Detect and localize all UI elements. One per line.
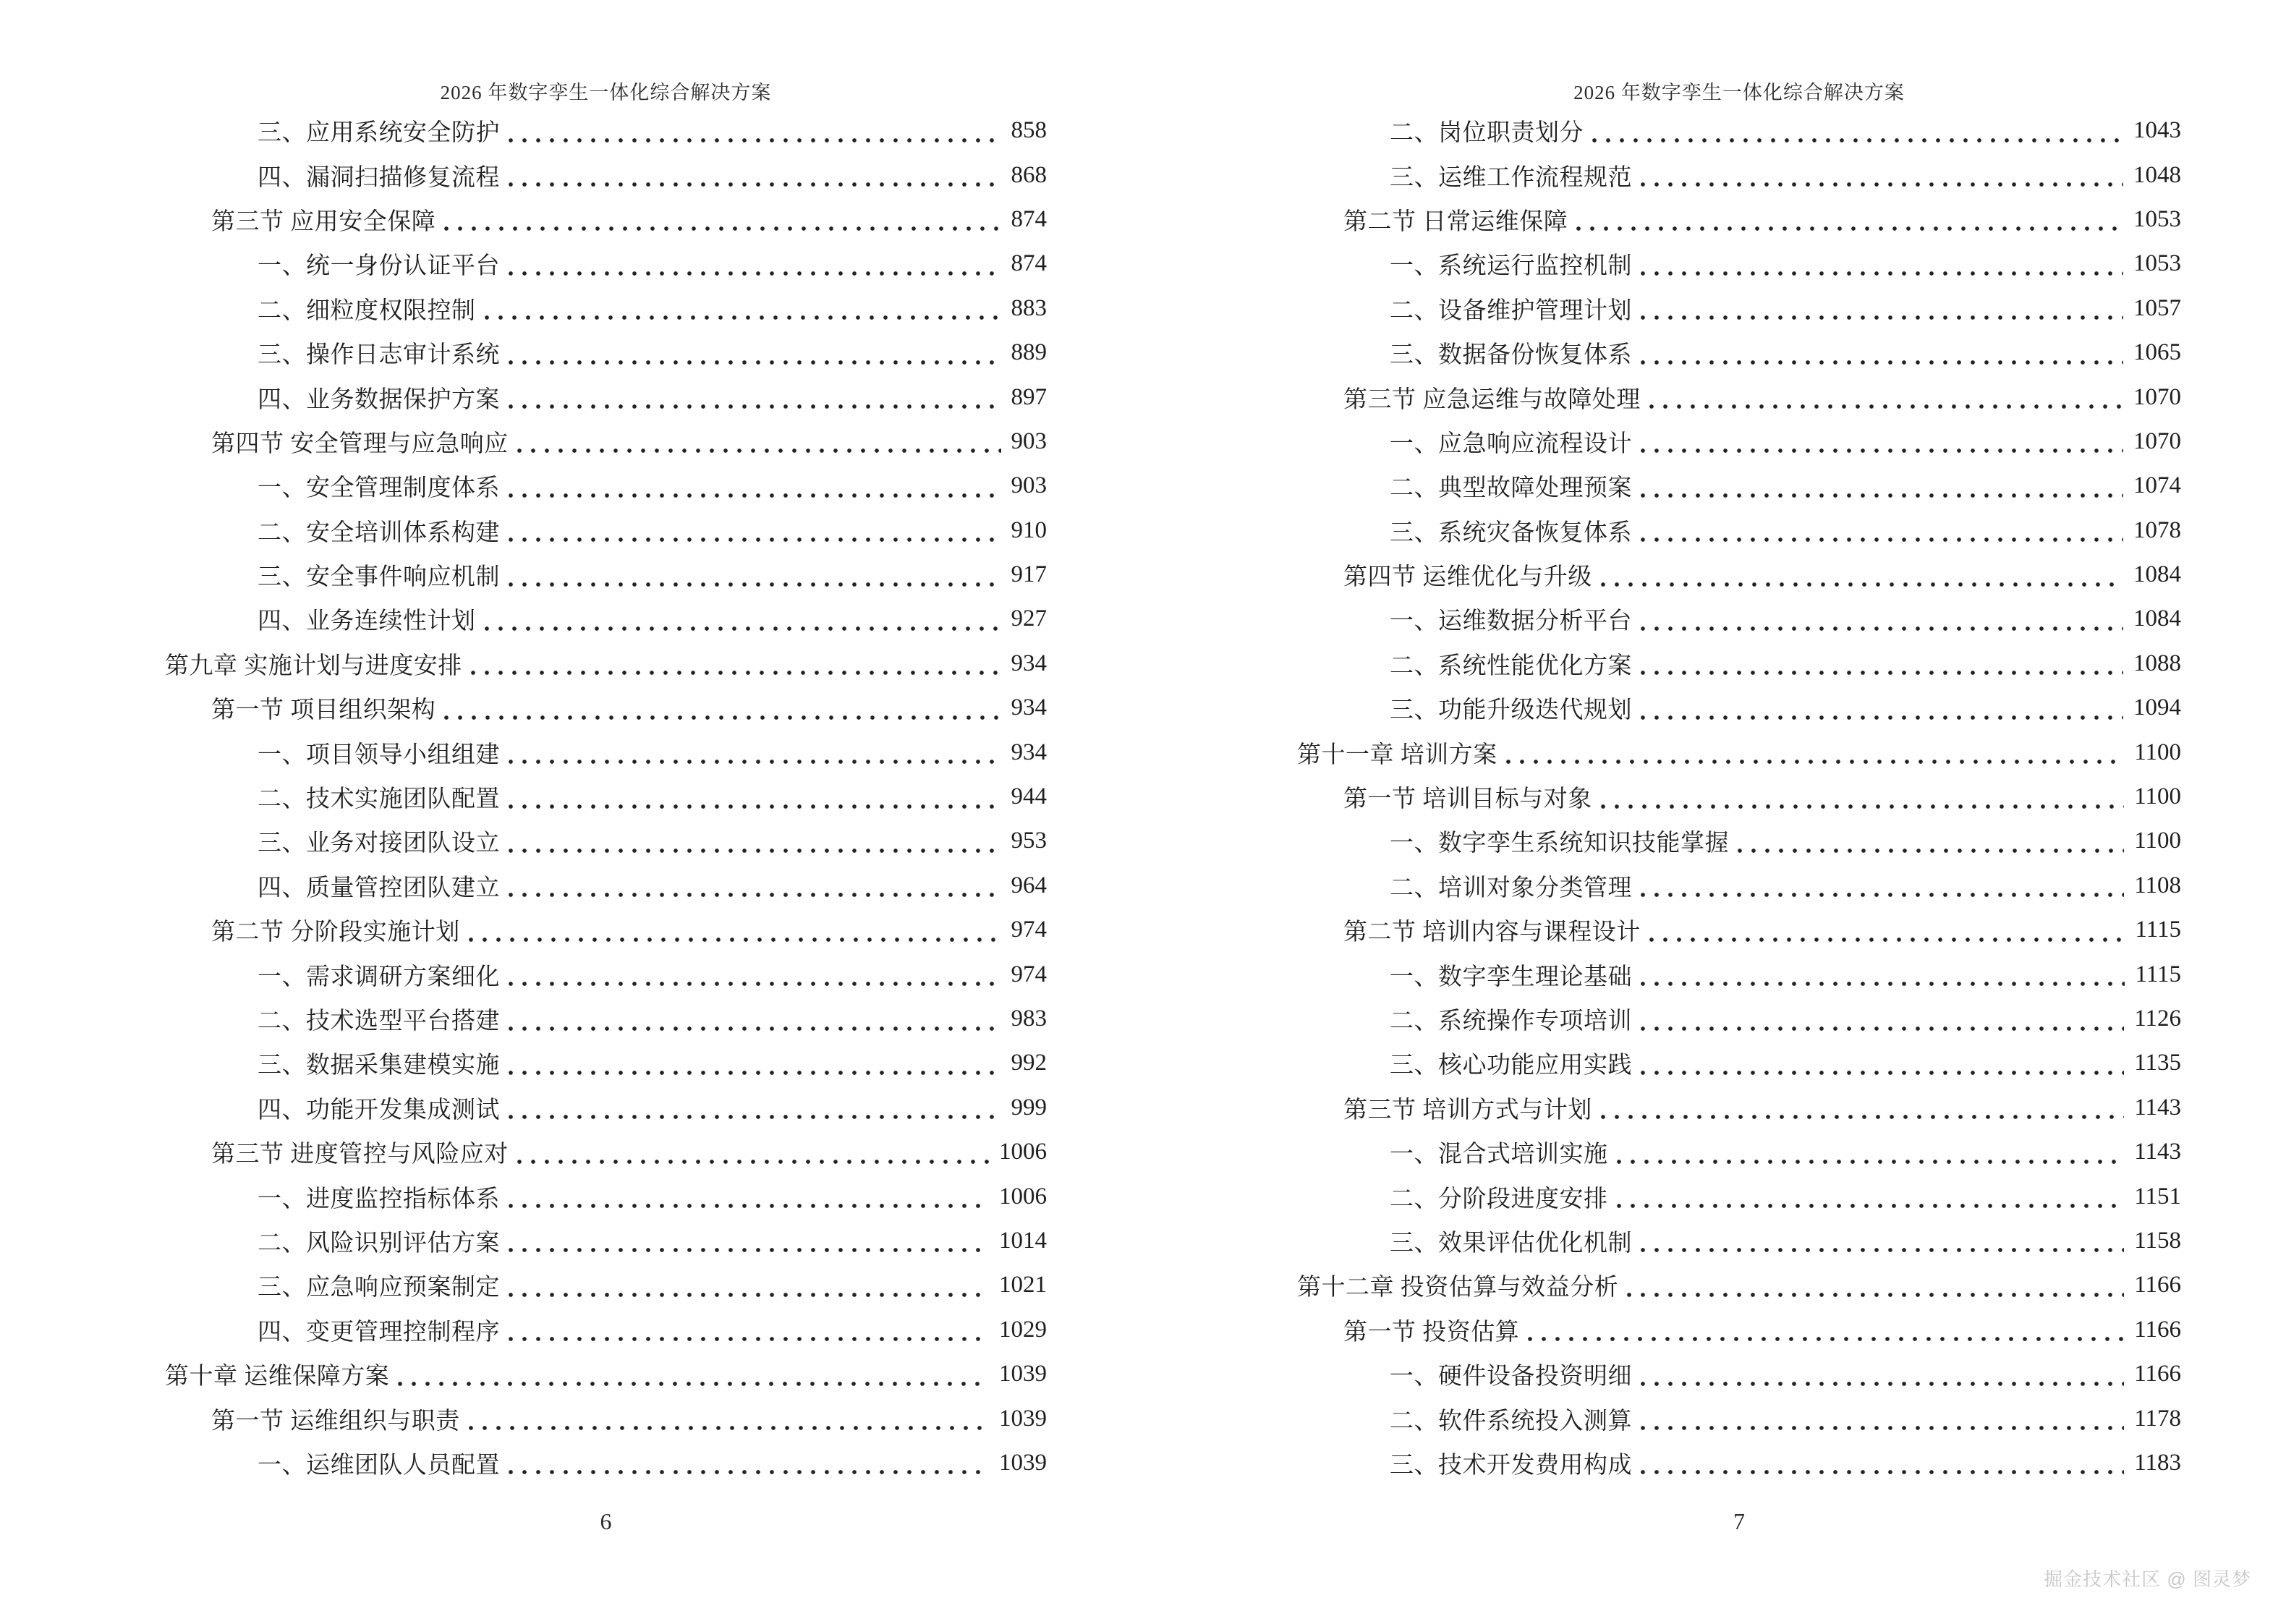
toc-entry-title: 一、进度监控指标体系 (258, 1186, 500, 1212)
toc-entry-page: 903 (1011, 472, 1047, 499)
toc-entry-page: 1057 (2133, 294, 2181, 321)
toc-leader-dots (1738, 849, 2124, 853)
toc-entry-title: 一、运维数据分析平台 (1390, 608, 1632, 635)
toc-entry (1297, 153, 2181, 197)
toc-entry-title: 二、典型故障处理预案 (1390, 475, 1632, 502)
toc-entry-page: 934 (1011, 694, 1047, 721)
toc-entry-title: 二、技术实施团队配置 (258, 786, 500, 813)
toc-entry-title: 四、质量管控团队建立 (258, 875, 500, 901)
toc-entry-title: 三、核心功能应用实践 (1390, 1053, 1632, 1079)
toc-entry (1297, 197, 2181, 242)
toc-entry-title: 四、业务连续性计划 (258, 608, 476, 635)
toc-entry-title: 第三节 培训方式与计划 (1343, 1097, 1592, 1123)
toc-leader-dots (398, 1382, 989, 1386)
toc-entry-title: 第三节 应急运维与故障处理 (1343, 386, 1641, 413)
toc-entry (165, 1308, 1047, 1352)
toc-entry (1297, 1174, 2181, 1218)
toc-entry-title: 第一节 项目组织架构 (211, 697, 436, 724)
toc-leader-dots (509, 404, 1001, 409)
toc-leader-dots (1641, 1470, 2124, 1474)
toc-entry-title: 第十章 运维保障方案 (165, 1364, 390, 1390)
toc-list (1297, 109, 2181, 1485)
toc-entry (1297, 553, 2181, 597)
toc-entry-title: 三、业务对接团队设立 (258, 830, 500, 857)
toc-entry-title: 二、系统操作专项培训 (1390, 1008, 1632, 1034)
toc-leader-dots (509, 360, 1001, 365)
toc-leader-dots (1641, 1248, 2124, 1252)
toc-entry-page: 1166 (2134, 1272, 2181, 1298)
toc-leader-dots (1641, 1382, 2124, 1386)
toc-entry-title: 三、运维工作流程规范 (1390, 164, 1632, 191)
toc-leader-dots (1576, 226, 2123, 231)
toc-entry-page: 917 (1011, 561, 1047, 588)
toc-entry-page: 1178 (2134, 1405, 2181, 1432)
toc-leader-dots (1617, 1204, 2125, 1208)
toc-entry-page: 874 (1011, 205, 1047, 232)
toc-entry-title: 第一节 投资估算 (1343, 1319, 1520, 1345)
toc-entry-title: 一、数字孪生理论基础 (1390, 964, 1632, 990)
toc-entry-title: 第十一章 培训方案 (1297, 741, 1497, 768)
toc-leader-dots (509, 1071, 1001, 1075)
toc-entry-title: 四、业务数据保护方案 (258, 386, 500, 413)
toc-entry-title: 三、技术开发费用构成 (1390, 1452, 1632, 1479)
toc-entry-page: 1135 (2134, 1050, 2181, 1076)
toc-entry (165, 464, 1047, 508)
toc-entry-page: 1088 (2133, 650, 2181, 676)
toc-entry-page: 983 (1011, 1006, 1047, 1032)
toc-entry (1297, 952, 2181, 996)
toc-entry (1297, 1308, 2181, 1352)
toc-entry-title: 三、功能升级迭代规划 (1390, 697, 1632, 724)
toc-entry-title: 一、需求调研方案细化 (258, 964, 500, 990)
toc-entry-title: 一、混合式培训实施 (1390, 1142, 1608, 1168)
toc-entry-page: 1021 (999, 1272, 1047, 1298)
toc-entry-title: 一、应急响应流程设计 (1390, 430, 1632, 457)
toc-entry (165, 153, 1047, 197)
toc-entry-page: 1115 (2135, 961, 2181, 987)
toc-entry (1297, 1352, 2181, 1396)
toc-entry-page: 1100 (2134, 739, 2181, 765)
toc-entry (1297, 1130, 2181, 1174)
toc-entry-title: 二、岗位职责划分 (1390, 120, 1584, 147)
toc-entry (165, 420, 1047, 464)
toc-leader-dots (509, 582, 1001, 587)
toc-entry-page: 1100 (2134, 828, 2181, 854)
toc-leader-dots (1528, 1337, 2124, 1341)
toc-entry-page: 1108 (2134, 872, 2181, 898)
toc-entry-title: 第四节 运维优化与升级 (1343, 564, 1592, 591)
toc-leader-dots (1641, 360, 2123, 365)
toc-entry-title: 三、应用系统安全防护 (258, 120, 500, 147)
toc-entry-title: 二、系统性能优化方案 (1390, 652, 1632, 679)
toc-entry-title: 二、软件系统投入测算 (1390, 1408, 1632, 1434)
toc-entry-title: 第九章 实施计划与进度安排 (165, 652, 462, 679)
toc-entry-page: 934 (1011, 650, 1047, 676)
toc-entry (165, 509, 1047, 553)
toc-entry-page: 1070 (2133, 383, 2181, 410)
toc-leader-dots (517, 1160, 989, 1164)
toc-entry-page: 1048 (2133, 161, 2181, 188)
toc-leader-dots (1641, 982, 2125, 986)
toc-leader-dots (509, 804, 1001, 809)
toc-entry-title: 一、统一身份认证平台 (258, 253, 500, 280)
toc-entry-title: 二、安全培训体系构建 (258, 519, 500, 546)
toc-leader-dots (1641, 448, 2123, 453)
toc-leader-dots (509, 271, 1001, 276)
toc-leader-dots (1601, 1115, 2124, 1119)
toc-leader-dots (1641, 271, 2123, 276)
toc-entry (165, 109, 1047, 153)
toc-entry-title: 第二节 分阶段实施计划 (211, 919, 460, 946)
toc-entry (165, 1086, 1047, 1130)
toc-leader-dots (509, 849, 1001, 853)
toc-entry-page: 927 (1011, 605, 1047, 632)
toc-entry (1297, 109, 2181, 153)
page-header: 2026 年数字孪生一体化综合解决方案 (1573, 82, 1905, 103)
toc-entry-page: 874 (1011, 250, 1047, 277)
toc-entry (1297, 1396, 2181, 1440)
toc-entry-page: 1014 (999, 1227, 1047, 1254)
toc-entry (1297, 509, 2181, 553)
toc-entry (1297, 775, 2181, 819)
toc-entry-page: 1053 (2133, 250, 2181, 277)
toc-entry-page: 992 (1011, 1050, 1047, 1076)
toc-entry-page: 1078 (2133, 516, 2181, 543)
toc-entry-page: 1043 (2133, 117, 2181, 144)
toc-entry (165, 197, 1047, 242)
toc-entry-title: 三、数据采集建模实施 (258, 1053, 500, 1079)
toc-entry-page: 1039 (999, 1405, 1047, 1432)
toc-leader-dots (517, 448, 1001, 453)
toc-entry (165, 819, 1047, 863)
toc-entry-page: 1039 (999, 1361, 1047, 1387)
page-header: 2026 年数字孪生一体化综合解决方案 (440, 82, 772, 103)
toc-leader-dots (509, 982, 1001, 986)
toc-entry (165, 331, 1047, 375)
toc-leader-dots (509, 138, 1001, 143)
toc-leader-dots (509, 1337, 989, 1341)
toc-leader-dots (1601, 804, 2124, 809)
toc-entry (1297, 286, 2181, 331)
toc-leader-dots (1601, 582, 2123, 587)
toc-entry (165, 1174, 1047, 1218)
toc-entry (1297, 730, 2181, 774)
toc-entry (165, 642, 1047, 686)
toc-leader-dots (1641, 1026, 2124, 1031)
toc-entry-title: 第三节 应用安全保障 (211, 208, 436, 235)
toc-leader-dots (1641, 893, 2124, 897)
toc-leader-dots (485, 315, 1001, 320)
toc-entry (1297, 1219, 2181, 1263)
toc-entry-page: 1166 (2134, 1316, 2181, 1343)
toc-entry-title: 四、功能开发集成测试 (258, 1097, 500, 1123)
toc-entry (165, 286, 1047, 331)
toc-entry-page: 974 (1011, 917, 1047, 943)
toc-entry (1297, 242, 2181, 286)
toc-entry-page: 1074 (2133, 472, 2181, 499)
toc-entry (165, 908, 1047, 952)
toc-leader-dots (509, 1204, 989, 1208)
page-number: 7 (1733, 1508, 1745, 1534)
toc-leader-dots (1641, 537, 2123, 542)
toc-entry-page: 1143 (2134, 1139, 2181, 1165)
toc-entry-title: 三、安全事件响应机制 (258, 564, 500, 591)
toc-entry-page: 1183 (2134, 1449, 2181, 1476)
toc-entry-title: 一、系统运行监控机制 (1390, 253, 1632, 280)
toc-leader-dots (1627, 1293, 2124, 1297)
toc-entry-title: 三、效果评估优化机制 (1390, 1230, 1632, 1257)
toc-entry-title: 二、风险识别评估方案 (258, 1230, 500, 1257)
toc-entry (1297, 420, 2181, 464)
toc-entry-page: 953 (1011, 828, 1047, 854)
toc-page-right (1297, 0, 2181, 1624)
toc-entry-title: 三、操作日志审计系统 (258, 342, 500, 369)
toc-page-left (165, 0, 1047, 1624)
toc-leader-dots (485, 626, 1001, 631)
toc-entry-page: 1126 (2134, 1006, 2181, 1032)
toc-entry-title: 三、系统灾备恢复体系 (1390, 519, 1632, 546)
toc-entry (165, 553, 1047, 597)
toc-entry-title: 第十二章 投资估算与效益分析 (1297, 1275, 1619, 1301)
toc-entry-title: 二、设备维护管理计划 (1390, 297, 1632, 324)
toc-entry-page: 1006 (999, 1139, 1047, 1165)
toc-entry-page: 1100 (2134, 783, 2181, 810)
toc-entry-page: 1143 (2134, 1094, 2181, 1121)
toc-entry (1297, 1086, 2181, 1130)
toc-leader-dots (1641, 715, 2123, 720)
toc-entry-page: 964 (1011, 872, 1047, 898)
toc-entry (165, 1441, 1047, 1485)
toc-entry-page: 1006 (999, 1183, 1047, 1210)
toc-entry (165, 864, 1047, 908)
toc-entry (1297, 597, 2181, 641)
toc-entry-page: 1039 (999, 1449, 1047, 1476)
toc-entry-page: 1115 (2135, 917, 2181, 943)
toc-entry (1297, 1441, 2181, 1485)
toc-leader-dots (509, 537, 1001, 542)
toc-leader-dots (509, 182, 1001, 187)
toc-leader-dots (509, 760, 1001, 764)
toc-entry-page: 1166 (2134, 1361, 2181, 1387)
toc-leader-dots (469, 1426, 989, 1430)
toc-entry (165, 1263, 1047, 1307)
toc-leader-dots (1641, 626, 2123, 631)
toc-leader-dots (1641, 1426, 2124, 1430)
toc-entry (1297, 375, 2181, 419)
toc-entry-title: 一、项目领导小组组建 (258, 741, 500, 768)
toc-entry (165, 375, 1047, 419)
toc-entry-title: 四、变更管理控制程序 (258, 1319, 500, 1345)
toc-leader-dots (1641, 315, 2123, 320)
toc-leader-dots (1641, 182, 2123, 187)
toc-entry-title: 二、技术选型平台搭建 (258, 1008, 500, 1034)
toc-entry (165, 242, 1047, 286)
toc-entry-page: 903 (1011, 428, 1047, 454)
toc-entry-page: 1084 (2133, 561, 2181, 588)
toc-entry-title: 第二节 培训内容与课程设计 (1343, 919, 1641, 946)
toc-entry-page: 910 (1011, 516, 1047, 543)
toc-entry (165, 1041, 1047, 1085)
toc-entry-page: 868 (1011, 161, 1047, 188)
toc-entry (1297, 1263, 2181, 1307)
toc-entry (1297, 686, 2181, 730)
toc-leader-dots (509, 1248, 989, 1252)
toc-leader-dots (1592, 138, 2123, 143)
toc-entry (165, 597, 1047, 641)
toc-leader-dots (1649, 404, 2123, 409)
toc-leader-dots (509, 1470, 989, 1474)
toc-entry (1297, 819, 2181, 863)
toc-entry (165, 1352, 1047, 1396)
toc-entry (1297, 331, 2181, 375)
toc-entry-title: 三、应急响应预案制定 (258, 1275, 500, 1301)
toc-entry-page: 974 (1011, 961, 1047, 987)
toc-entry (1297, 864, 2181, 908)
toc-entry-title: 第一节 培训目标与对象 (1343, 786, 1592, 813)
toc-entry-title: 第三节 进度管控与风险应对 (211, 1142, 509, 1168)
toc-list (165, 109, 1047, 1485)
toc-entry-title: 一、数字孪生系统知识技能掌握 (1390, 830, 1729, 857)
toc-leader-dots (509, 493, 1001, 498)
toc-leader-dots (509, 1026, 1001, 1031)
toc-entry-title: 一、硬件设备投资明细 (1390, 1364, 1632, 1390)
toc-entry-page: 1053 (2133, 205, 2181, 232)
toc-entry (165, 775, 1047, 819)
toc-leader-dots (509, 1293, 989, 1297)
toc-entry (1297, 908, 2181, 952)
toc-entry-title: 四、漏洞扫描修复流程 (258, 164, 500, 191)
toc-leader-dots (509, 1115, 1001, 1119)
toc-entry-page: 883 (1011, 294, 1047, 321)
toc-entry-page: 897 (1011, 383, 1047, 410)
toc-entry-title: 二、细粒度权限控制 (258, 297, 476, 324)
toc-entry (1297, 1041, 2181, 1085)
toc-entry (1297, 997, 2181, 1041)
toc-entry-page: 999 (1011, 1094, 1047, 1121)
toc-entry (1297, 464, 2181, 508)
watermark: 掘金技术社区 @ 图灵梦 (2044, 1568, 2251, 1590)
toc-entry-page: 944 (1011, 783, 1047, 810)
toc-leader-dots (1641, 1071, 2124, 1075)
toc-entry (1297, 642, 2181, 686)
toc-entry-title: 一、运维团队人员配置 (258, 1452, 500, 1479)
toc-entry (165, 1130, 1047, 1174)
toc-entry-page: 1151 (2134, 1183, 2181, 1210)
toc-entry-page: 1158 (2134, 1227, 2181, 1254)
toc-entry-page: 1065 (2133, 339, 2181, 366)
toc-entry-title: 二、培训对象分类管理 (1390, 875, 1632, 901)
toc-entry (165, 730, 1047, 774)
toc-entry-page: 858 (1011, 117, 1047, 144)
toc-leader-dots (1649, 938, 2125, 942)
toc-entry (165, 686, 1047, 730)
toc-entry-page: 1084 (2133, 605, 2181, 632)
toc-leader-dots (509, 893, 1001, 897)
toc-entry (165, 1396, 1047, 1440)
toc-entry-page: 889 (1011, 339, 1047, 366)
toc-leader-dots (444, 226, 1000, 231)
toc-entry-title: 第四节 安全管理与应急响应 (211, 430, 509, 457)
toc-leader-dots (1641, 493, 2123, 498)
toc-entry-title: 第一节 运维组织与职责 (211, 1408, 460, 1434)
toc-leader-dots (471, 671, 1001, 675)
toc-entry-page: 934 (1011, 739, 1047, 765)
toc-leader-dots (1641, 671, 2123, 675)
toc-leader-dots (469, 938, 1001, 942)
toc-entry-title: 一、安全管理制度体系 (258, 475, 500, 502)
toc-entry-title: 二、分阶段进度安排 (1390, 1186, 1608, 1212)
toc-leader-dots (444, 715, 1000, 720)
toc-entry-page: 1029 (999, 1316, 1047, 1343)
toc-entry-title: 三、数据备份恢复体系 (1390, 342, 1632, 369)
toc-entry-page: 1094 (2133, 694, 2181, 721)
toc-leader-dots (1617, 1160, 2125, 1164)
toc-entry-title: 第二节 日常运维保障 (1343, 208, 1568, 235)
toc-entry (165, 997, 1047, 1041)
toc-leader-dots (1506, 760, 2124, 764)
toc-entry-page: 1070 (2133, 428, 2181, 454)
page-number: 6 (600, 1508, 612, 1534)
toc-entry (165, 1219, 1047, 1263)
toc-entry (165, 952, 1047, 996)
